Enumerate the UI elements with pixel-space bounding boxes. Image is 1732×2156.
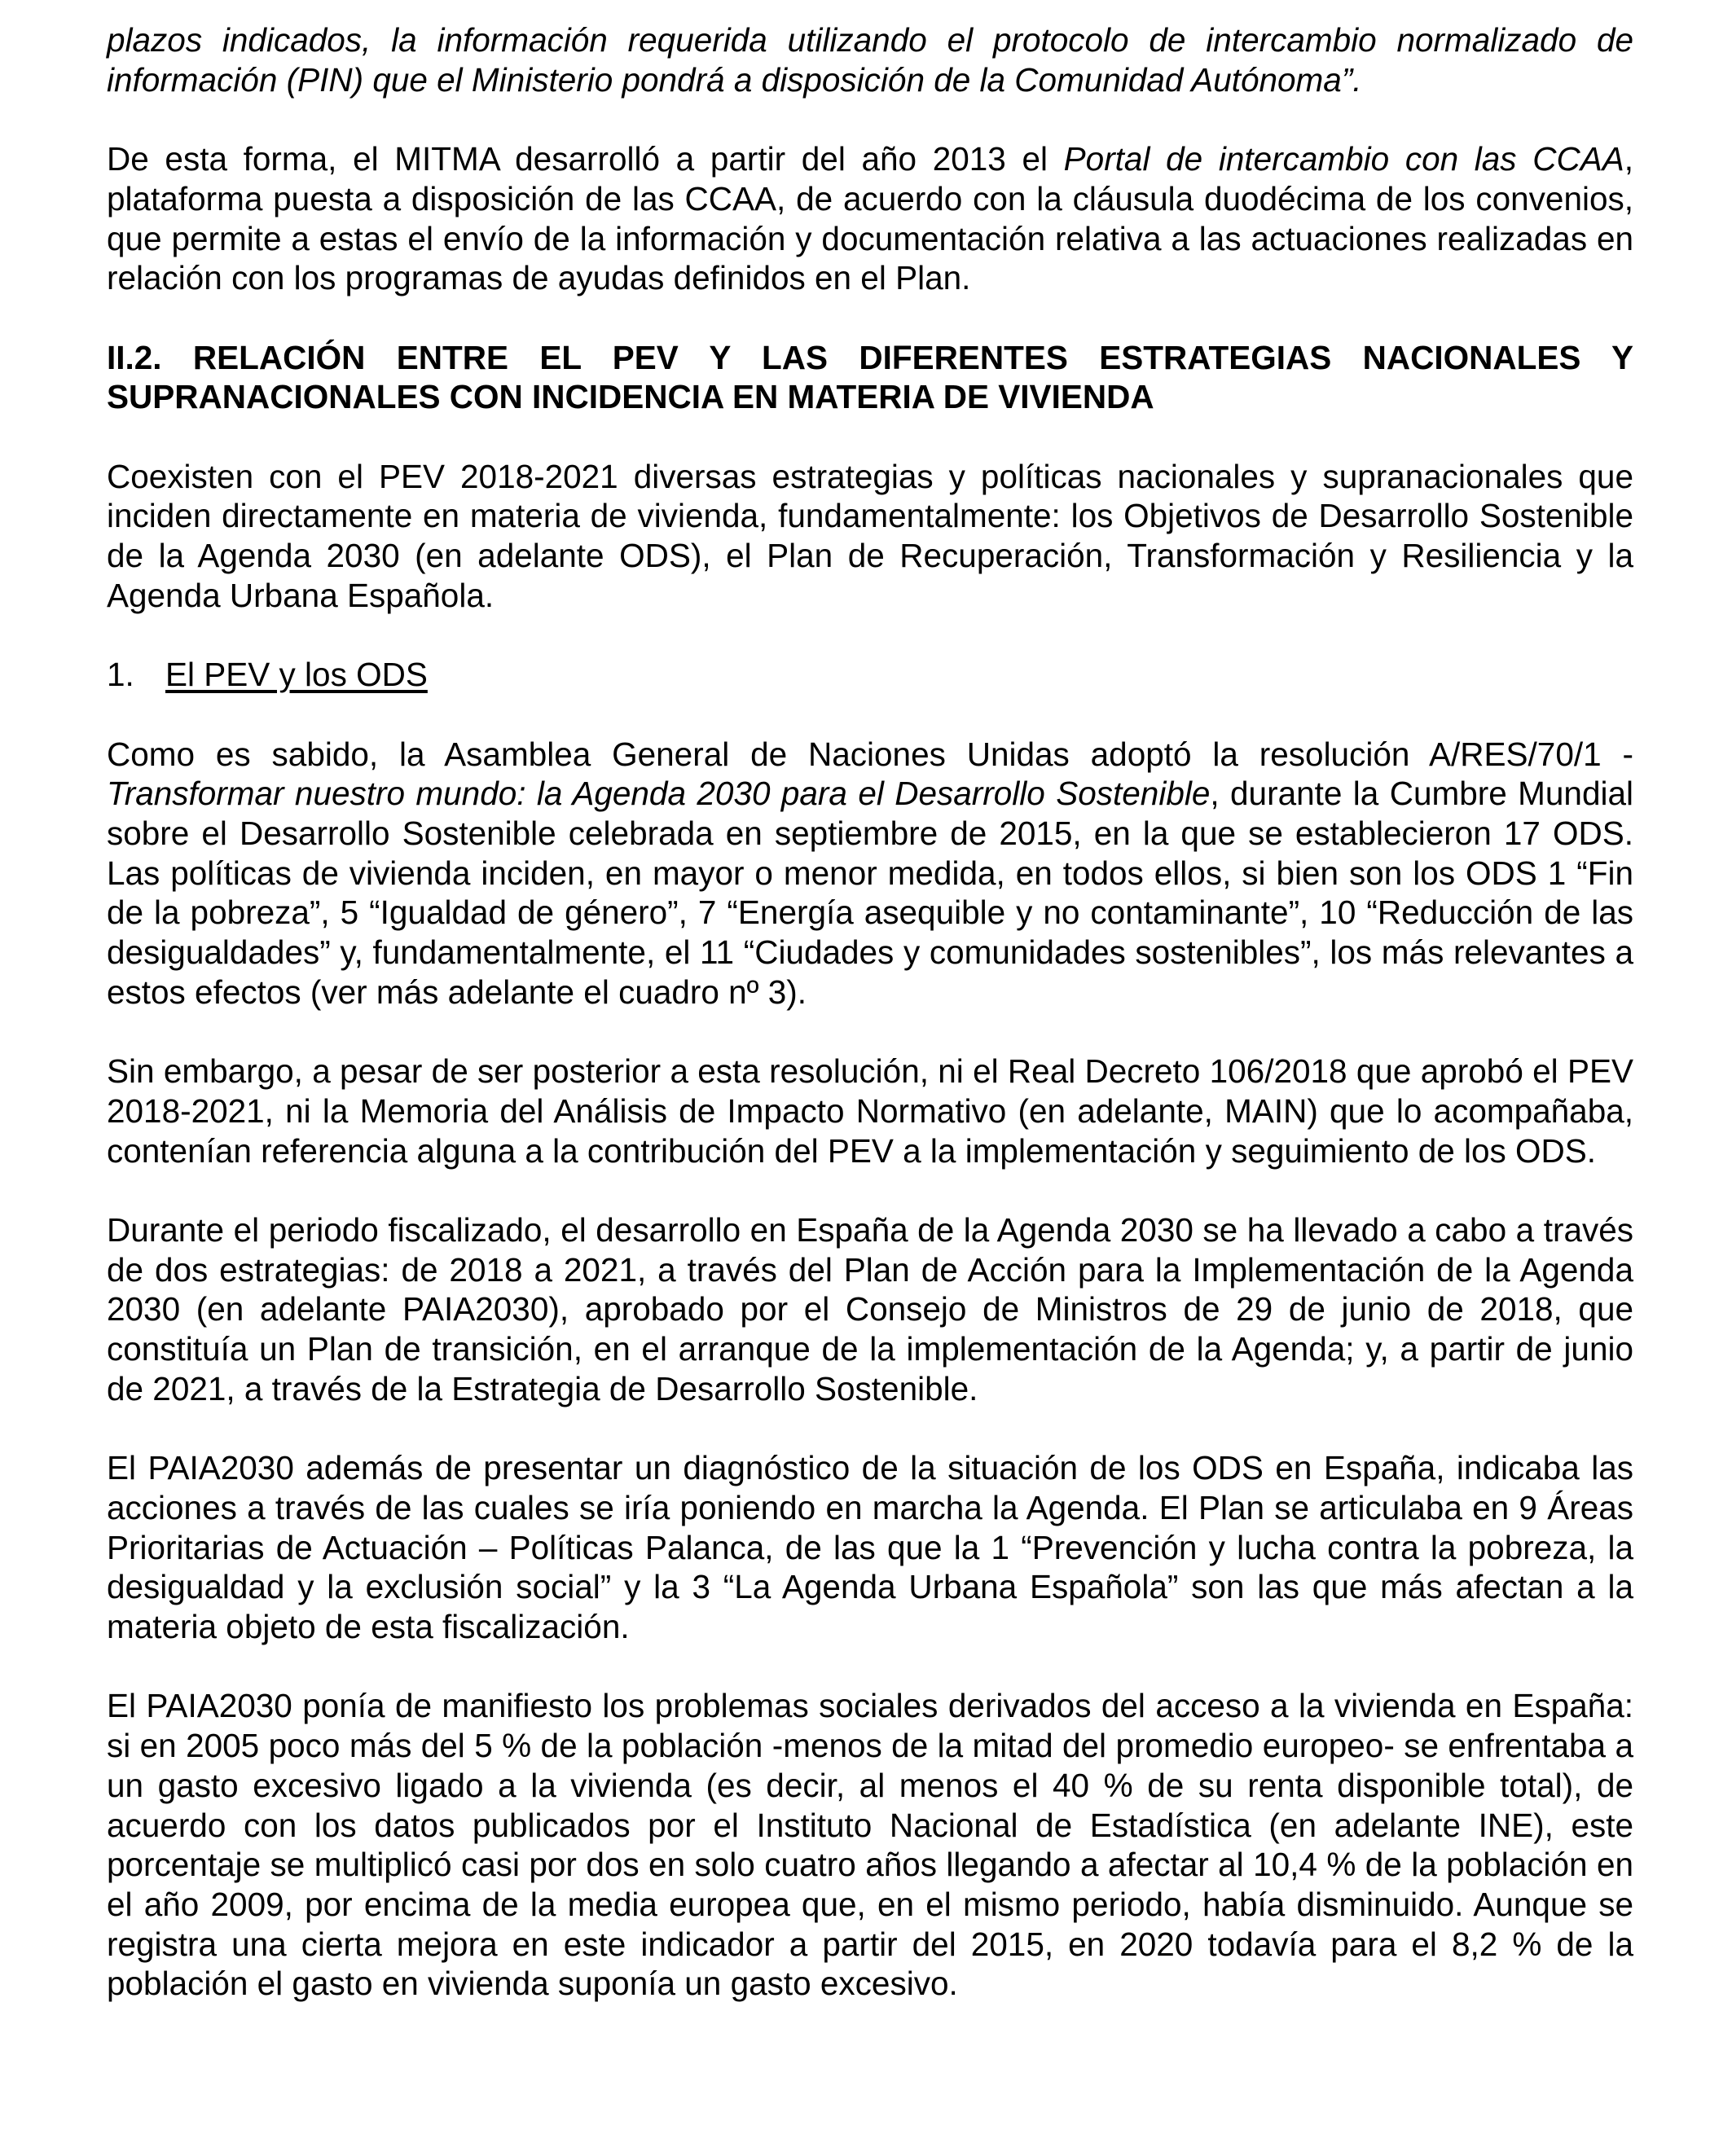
text: , plataforma puesta a disposición de las CCAA, de acuerdo con la cláusula duodécima de los convenios, que permite a estas el envío de la información y documentación relativa a las actuaciones realizadas en relación con los programas de ayudas definidos en el Plan. bbox=[107, 140, 1633, 297]
paragraph-asamblea bbox=[107, 735, 1633, 1012]
paragraph-quote-end bbox=[107, 20, 1633, 99]
paragraph-paia-diagnostico: El PAIA2030 además de presentar un diagnóstico de la situación de los ODS en España, indicaba las acciones a través de las cuales se iría poniendo en marcha la Agenda. El Plan se articulaba en 9 Áreas Prioritarias de Actuación – Políticas Palanca, de las que la 1 “Prevención y lucha contra la pobreza, la desigualdad y la exclusión social” y la 3 “La Agenda Urbana Española” son las que más afectan a la materia objeto de esta fiscalización. bbox=[107, 1449, 1633, 1645]
text: , durante la Cumbre Mundial sobre el Desarrollo Sostenible celebrada en septiembre de 2015, en la que se establecieron 17 ODS. Las políticas de vivienda inciden, en mayor o menor medida, en todos ellos, si bien son los ODS 1 “Fin de la pobreza”, 5 “Igualdad de género”, 7 “Energía asequible y no contaminante”, 10 “Reducción de las desigualdades” y, fundamentalmente, el 11 “Ciudades y comunidades sostenibles”, los más relevantes a estos efectos (ver más adelante el cuadro nº 3). bbox=[107, 775, 1633, 1011]
italic-resolution-title: Transformar nuestro mundo: la Agenda 2030 para el Desarrollo Sostenible bbox=[107, 775, 1211, 813]
text: Como es sabido, la Asamblea General de Naciones Unidas adoptó la resolución A/RES/70/1 - bbox=[107, 735, 1633, 773]
italic-portal-name: Portal de intercambio con las CCAA bbox=[1063, 140, 1624, 178]
document-page bbox=[107, 20, 1633, 2044]
section-heading: II.2. RELACIÓN ENTRE EL PEV Y LAS DIFERENTES ESTRATEGIAS NACIONALES Y SUPRANACIONALES CON INCIDENCIA EN MATERIA DE VIVIENDA bbox=[107, 338, 1633, 416]
italic-quote: plazos indicados, la información requerida utilizando el protocolo de intercambio normalizado de información (PIN) que el Ministerio pondrá a disposición de la Comunidad Autónoma”. bbox=[107, 21, 1633, 99]
text: De esta forma, el MITMA desarrolló a partir del año 2013 el bbox=[107, 140, 1064, 178]
paragraph-sin-embargo: Sin embargo, a pesar de ser posterior a esta resolución, ni el Real Decreto 106/2018 que aprobó el PEV 2018-2021, ni la Memoria del Análisis de Impacto Normativo (en adelante, MAIN) que lo acompañaba, contenían referencia alguna a la contribución del PEV a la implementación y seguimiento de los ODS. bbox=[107, 1052, 1633, 1170]
list-item-pev-ods bbox=[107, 655, 1633, 695]
paragraph-coexisten: Coexisten con el PEV 2018-2021 diversas estrategias y políticas nacionales y supranacionales que inciden directamente en materia de vivienda, fundamentalmente: los Objetivos de Desarrollo Sostenible de la Agenda 2030 (en adelante ODS), el Plan de Recuperación, Transformación y Resiliencia y la Agenda Urbana Española. bbox=[107, 457, 1633, 614]
list-subheading: El PEV y los ODS bbox=[165, 656, 428, 694]
paragraph-periodo: Durante el periodo fiscalizado, el desarrollo en España de la Agenda 2030 se ha llevado a cabo a través de dos estrategias: de 2018 a 2021, a través del Plan de Acción para la Implementación de la Agenda 2030 (en adelante PAIA2030), aprobado por el Consejo de Ministros de 29 de junio de 2018, que constituía un Plan de transición, en el arranque de la implementación de la Agenda; y, a partir de junio de 2021, a través de la Estrategia de Desarrollo Sostenible. bbox=[107, 1210, 1633, 1407]
list-number: 1. bbox=[107, 656, 134, 694]
paragraph-paia-problemas: El PAIA2030 ponía de manifiesto los problemas sociales derivados del acceso a la vivienda en España: si en 2005 poco más del 5 % de la población -menos de la mitad del promedio europeo- se enfrentaba a un gasto excesivo ligado a la vivienda (es decir, al menos el 40 % de su renta disponible total), de acuerdo con los datos publicados por el Instituto Nacional de Estadística (en adelante INE), este porcentaje se multiplicó casi por dos en solo cuatro años llegando a afectar al 10,4 % de la población en el año 2009, por encima de la media europea que, en el mismo periodo, había disminuido. Aunque se registra una cierta mejora en este indicador a partir del 2015, en 2020 todavía para el 8,2 % de la población el gasto en vivienda suponía un gasto excesivo. bbox=[107, 1687, 1633, 2003]
paragraph-portal bbox=[107, 139, 1633, 298]
